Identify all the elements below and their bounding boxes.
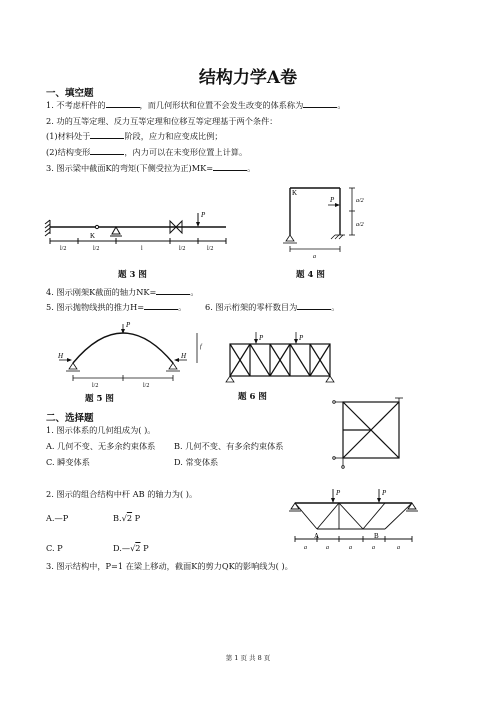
figure-4-dim-bottom: a/2 (356, 222, 364, 228)
question-1-6 (205, 302, 340, 312)
figure-6-p2-label: P (299, 334, 304, 342)
figure-4-dim-top: a/2 (356, 198, 364, 204)
figure-3-dim: l (141, 246, 143, 252)
answer-blank[interactable] (90, 147, 124, 155)
question-1-2: 2. 功的互等定理、反力互等定理和位移互等定理基于两个条件： (46, 116, 278, 126)
q-text: 。 (178, 302, 187, 312)
figure-q2-dim: a (304, 545, 307, 551)
figure-q2-dim: a (397, 545, 400, 551)
answer-blank[interactable] (213, 163, 247, 171)
question-1-4 (46, 287, 199, 297)
answer-blank[interactable] (106, 100, 140, 108)
q-text: (1)材料处于 (46, 131, 91, 141)
sqrt-symbol: √2 (130, 543, 141, 553)
option-b[interactable]: B. 几何不变、有多余约束体系 (174, 441, 284, 451)
answer-blank[interactable] (156, 287, 190, 295)
option-d[interactable]: D. 常变体系 (174, 457, 219, 467)
figure-6-truss (222, 336, 342, 386)
figure-3-dim: l/2 (207, 246, 214, 252)
figure-q2-composite (287, 485, 417, 553)
option-d[interactable] (113, 543, 149, 553)
figure-4-frame (280, 183, 380, 263)
figure-4-p-label: P (330, 196, 335, 204)
figure-3-dim: l/2 (93, 246, 100, 252)
section-choice-heading: 二、选择题 (46, 413, 94, 424)
option-b[interactable] (113, 513, 140, 523)
q-text: 1. 不考虑杆件的 (46, 100, 106, 110)
section-fill-heading: 一、填空题 (46, 88, 94, 99)
figure-5-h-left: H (58, 352, 64, 360)
q-text: 阶段，应力和应变成比例； (124, 131, 223, 141)
figure-5-h-right: H (181, 352, 187, 360)
figure-q2-dim: a (349, 545, 352, 551)
figure-5-dim: l/2 (92, 383, 99, 389)
figure-3-dim: l/2 (60, 246, 67, 252)
figure-4-k-label: K (292, 189, 298, 197)
figure-5-dim: l/2 (143, 383, 150, 389)
figure-4-caption: 题 4 图 (296, 270, 325, 280)
q-text: ，内力可以在未变形位置上计算。 (124, 147, 248, 157)
question-2-1: 1. 图示体系的几何组成为( )。 (46, 425, 156, 435)
sqrt-radicand: 2 (126, 513, 133, 523)
option-text: B. (113, 513, 122, 523)
figure-4-dim-width: a (313, 254, 316, 260)
option-c[interactable]: C. 瞬变体系 (46, 457, 90, 467)
q-text: (2)结构变形 (46, 147, 91, 157)
figure-3-caption: 题 3 图 (118, 270, 147, 280)
question-1-2-cond2 (46, 147, 247, 157)
figure-q2-b-label: B (374, 532, 379, 540)
q-text: 3. 图示梁中截面K的弯矩(下侧受拉为正)MK= (46, 163, 214, 173)
page-title: 结构力学A卷 (198, 68, 298, 88)
q-text: 。 (190, 287, 199, 297)
question-1-2-cond1 (46, 131, 223, 141)
figure-3-dim: l/2 (179, 246, 186, 252)
figure-6-p1-label: P (259, 334, 264, 342)
question-2-2: 2. 图示的组合结构中杆 AB 的轴力为( )。 (46, 489, 198, 499)
answer-blank[interactable] (144, 302, 178, 310)
figure-q2-a-label: A (314, 532, 320, 540)
figure-q2-p2-label: P (382, 489, 387, 497)
question-2-3: 3. 图示结构中，P=1 在梁上移动，截面K的剪力QK的影响线为( )。 (46, 561, 293, 571)
option-a[interactable]: A.—P (46, 513, 69, 523)
question-1-3 (46, 163, 255, 173)
figure-3-beam (40, 205, 240, 265)
figure-5-arch (55, 318, 205, 388)
page-footer: 第 1 页 共 8 页 (225, 654, 271, 662)
option-c[interactable]: C. P (46, 543, 63, 553)
sqrt-radicand: 2 (135, 543, 141, 553)
question-1-5 (46, 302, 186, 312)
figure-5-f-label: f (200, 344, 202, 350)
answer-blank[interactable] (303, 100, 337, 108)
q-text: ，而几何形状和位置不会发生改变的体系称为 (139, 100, 304, 110)
figure-5-p-label: P (126, 321, 131, 329)
figure-5-caption: 题 5 图 (85, 394, 114, 404)
answer-blank[interactable] (297, 302, 331, 310)
figure-6-caption: 题 6 图 (238, 392, 267, 402)
q-text: 。 (337, 100, 346, 110)
q-text: 。 (247, 163, 256, 173)
q-text: 。 (331, 302, 340, 312)
figure-q2-p1-label: P (336, 489, 341, 497)
figure-q2-dim: a (326, 545, 329, 551)
figure-q2-dim: a (372, 545, 375, 551)
q-text: 5. 图示抛物线拱的推力H= (46, 302, 145, 312)
answer-blank[interactable] (90, 131, 124, 139)
figure-3-p-label: P (201, 211, 206, 219)
option-text: D.— (113, 543, 131, 553)
option-text: P (143, 543, 149, 553)
figure-3-k-label: K (90, 232, 96, 240)
q-text: 6. 图示桁架的零杆数目为 (205, 302, 298, 312)
q-text: 4. 图示刚架K截面的轴力NK= (46, 287, 157, 297)
question-1-1 (46, 100, 346, 110)
sqrt-symbol: √2 (121, 513, 133, 523)
option-text: P (134, 513, 141, 523)
option-a[interactable]: A. 几何不变、无多余约束体系 (46, 441, 156, 451)
figure-q1-system (327, 398, 407, 470)
